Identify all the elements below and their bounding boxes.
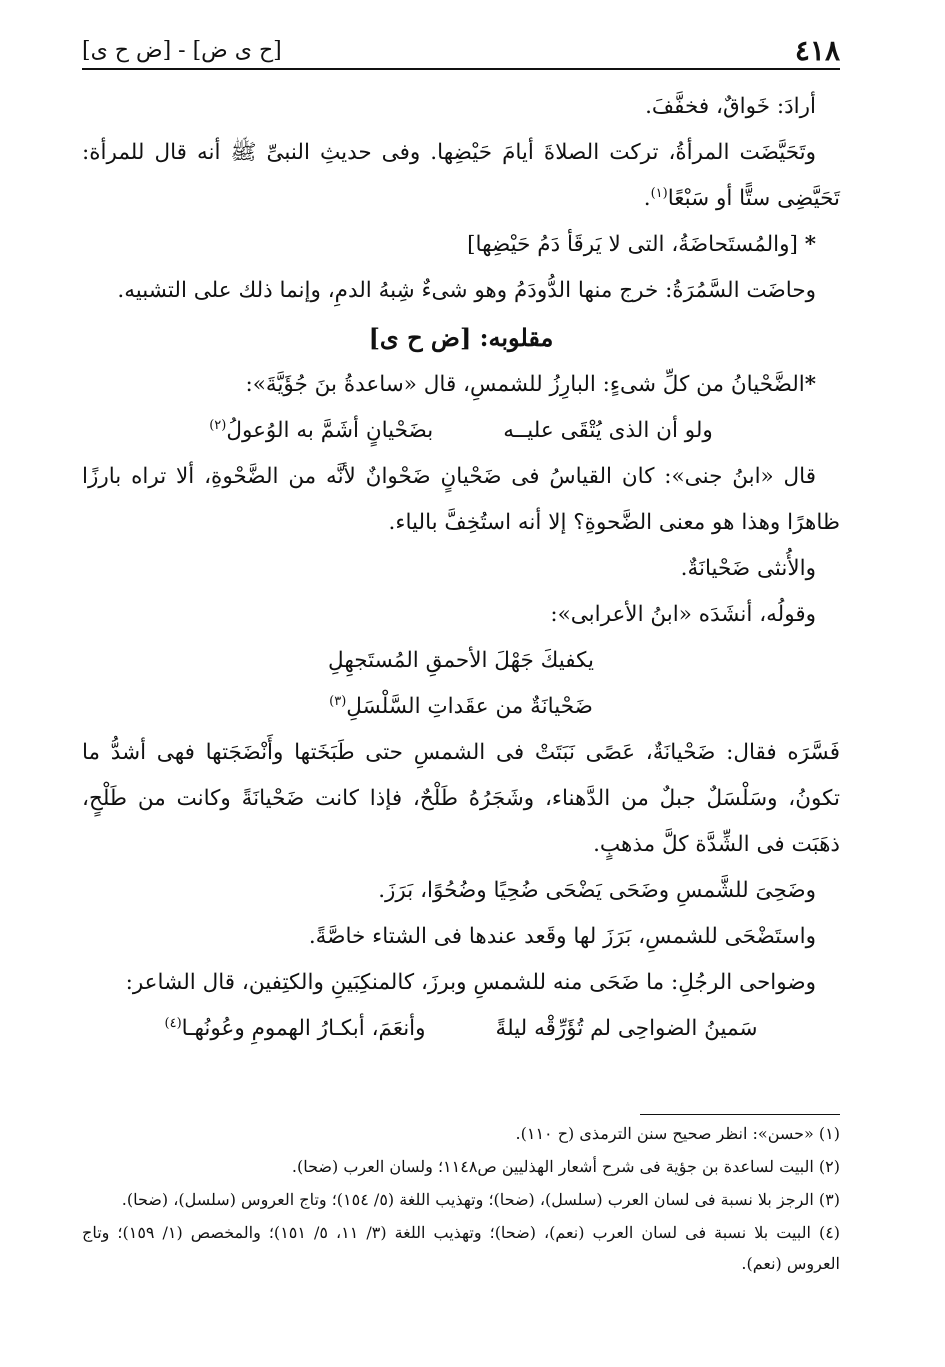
verse-first-half: سَمينُ الضواحِى لم تُؤَرِّقْه ليلةً — [495, 1016, 758, 1041]
poem-verse — [82, 408, 840, 454]
footnote-ref: (٢) — [209, 417, 227, 433]
footnote-ref: (٣) — [329, 693, 347, 709]
paragraph: واستَضْحَى للشمسِ، بَرَزَ لها وقَعد عندها فى الشتاء خاصَّةً. — [308, 924, 816, 949]
paragraph — [82, 222, 840, 268]
footnotes — [82, 1118, 840, 1281]
running-head: [ح ى ض] - [ض ح ى] — [82, 38, 282, 63]
paragraph: وضَحِىَ للشَّمسِ وضَحَى يَضْحَى ضُحِيًا وضُحُوًا، بَرَزَ. — [378, 878, 816, 903]
verse-first-half: ولو أن الذى يُتْقَى عليــه — [503, 418, 713, 443]
footnote-ref: (٤) — [164, 1015, 182, 1031]
footnote: (٤) البيت بلا نسبة فى لسان العرب (نعم)، (ضحا)؛ وتهذيب اللغة (٣/ ١١، ٥/ ١٥١)؛ والمخصص (١/ ١٥٩)؛ وتاج العروس (نعم). — [82, 1223, 841, 1273]
paragraph-end: . — [643, 186, 651, 211]
footnote: (٣) الرجز بلا نسبة فى لسان العرب (سلسل)، (ضحا)؛ وتهذيب اللغة (٥/ ١٥٤)؛ وتاج العروس (سلسل)، (ضحا). — [121, 1190, 840, 1209]
paragraph-text: الضَّحْيانُ من كلِّ شىءٍ: البارِزُ للشمسِ، قال «ساعدةُ بنَ جُؤَيَّةَ»: — [245, 372, 805, 397]
rajaz-line — [82, 684, 840, 730]
paragraph — [82, 362, 840, 408]
paragraph: وقولُه، أنشَدَه «ابنُ الأعرابى»: — [550, 602, 816, 627]
footnote: (٢) البيت لساعدة بن جؤية فى شرح أشعار الهذليين ص١١٤٨؛ ولسان العرب (ضحا). — [291, 1157, 840, 1176]
footnote: (١) «حسن»: انظر صحيح سنن الترمذى (ح ١١٠). — [515, 1124, 840, 1143]
paragraph-text: وتَحَيَّضَت المرأةُ، تركت الصلاةَ أيامَ حَيْضِها. وفى حديثِ النبىِّ ﷺ أنه قال للمرأة: تَحَيَّضِى ستًّا أو سَبْعًا — [82, 140, 840, 211]
entry-asterisk-icon: * — [804, 232, 816, 257]
verse-second-half — [165, 1006, 426, 1052]
page-header — [82, 34, 840, 70]
paragraph: قال «ابنُ جنى»: كان القياسُ فى ضَحْيانٍ ضَحْوانٌ لأنَّه من الضَّحْوةِ، ألا تراه بارزًا ظاهرًا وهذا هو معنى الضَّحوةِ؟ إلا أنه استُخِفَّ بالياء. — [82, 464, 840, 535]
rajaz-text: ضَحْيانَةٌ من عقَداتِ السَّلْسَلِ — [346, 694, 593, 719]
paragraph: وضواحى الرجُلِ: ما ضَحَى منه للشمسِ وبرزَ، كالمنكِبَينِ والكتِفين، قال الشاعر: — [125, 970, 816, 995]
entry-asterisk-icon: * — [804, 372, 816, 397]
verse-text: بضَحْيانٍ أشَمَّ به الوُعولُ — [226, 418, 434, 443]
paragraph: أرادَ: خَواقٌ، فخفَّفَ. — [645, 94, 816, 119]
footnote-divider — [640, 1114, 840, 1115]
verse-second-half — [209, 408, 433, 454]
section-heading: مقلوبه: [ض ح ى] — [368, 323, 554, 352]
paragraph — [82, 130, 840, 222]
footnote-ref: (١) — [650, 185, 668, 201]
page-number: ٤١٨ — [794, 34, 840, 67]
paragraph: فَسَّرَه فقال: ضَحْيانَةٌ، عَصًى نَبَتَتْ فى الشمسِ حتى طَبَخَتها وأَنْضَجَتها فهى أشدُّ ما تكونُ، وسَلْسَلٌ جبلٌ من الدَّهناء، وشَجَرُهُ طَلْحٌ، فإذا كانت ضَحْيانَةً وكانت من طَلْحٍ، ذهَبَت فى الشِّدَّة كلَّ مذهبٍ. — [82, 740, 840, 857]
paragraph-text: [والمُستَحاضَةُ، التى لا يَرقَأ دَمُ حَيْضِها] — [467, 232, 798, 257]
main-text — [82, 84, 840, 1052]
paragraph: وحاضَت السَّمُرَةُ: خرج منها الدُّودَمُ وهو شىءٌ شِبهُ الدمِ، وإنما ذلك على التشبيه. — [117, 278, 816, 303]
rajaz-line: يكفيكَ جَهْلَ الأحمقِ المُستَجهِلِ — [328, 648, 594, 673]
rajaz-verse — [82, 638, 840, 730]
verse-text: وأنعَمَ، أبكـارُ الهمومِ وعُونُهـا — [181, 1016, 426, 1041]
paragraph: والأُنثى ضَحْيانَةٌ. — [680, 556, 816, 581]
poem-verse — [82, 1006, 840, 1052]
